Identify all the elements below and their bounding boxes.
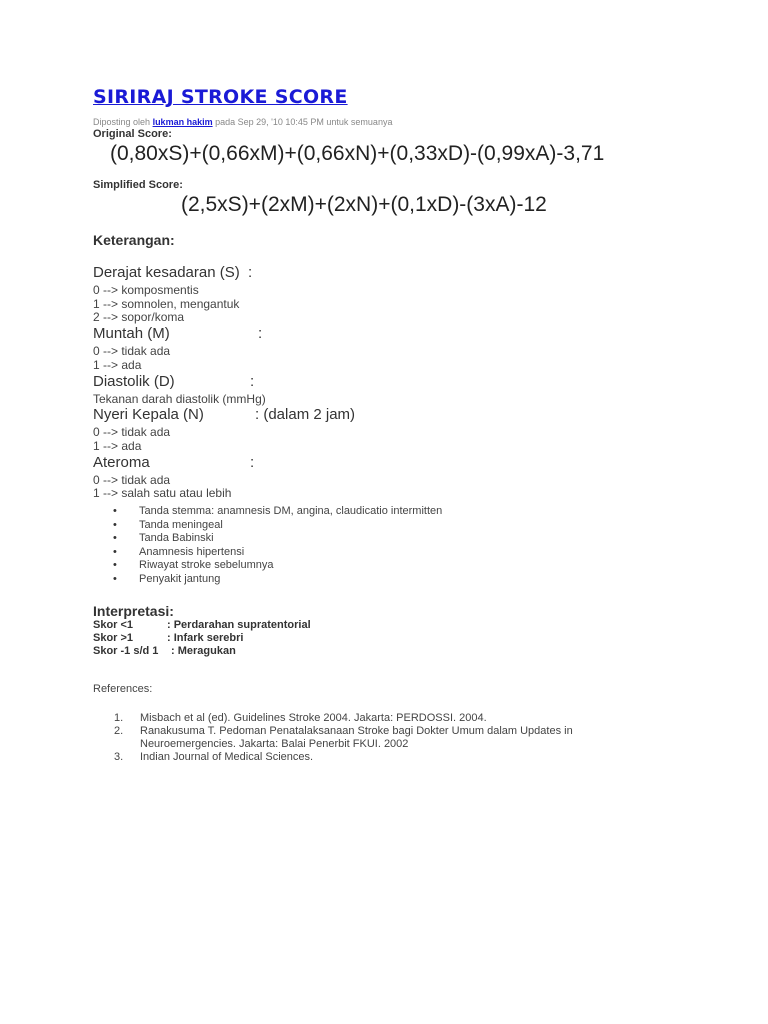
param-name: Diastolik (D) [93,372,175,390]
list-item: • Tanda meningeal [113,519,442,533]
list-item: • Tanda stemma: anamnesis DM, angina, claudicatio intermitten [113,505,442,519]
score-meaning: : Perdarahan supratentorial [167,619,311,631]
param-option: 1 --> ada [93,357,142,372]
param-muntah [93,325,593,372]
reference-item [114,725,640,751]
param-diastolik [93,373,593,407]
param-name: Ateroma [93,453,150,471]
param-option: 0 --> tidak ada [93,472,171,487]
param-option: 1 --> ada [93,438,142,453]
param-colon: : [250,372,255,390]
list-item: • Riwayat stroke sebelumnya [113,559,442,573]
score-meaning: : Meragukan [171,645,236,657]
original-score-formula: (0,80xS)+(0,66xM)+(0,66xN)+(0,33xD)-(0,99xA)-3,71 [110,142,605,165]
reference-item [114,712,640,725]
post-title[interactable]: SIRIRAJ STROKE SCORE [93,86,348,108]
score-range: Skor <1 [93,619,134,631]
param-name: Derajat kesadaran (S) [93,264,240,281]
author-link[interactable]: lukman hakim [152,117,213,127]
list-item: • Tanda Babinski [113,532,442,546]
param-option: 1 --> somnolen, mengantuk [93,296,240,311]
original-score-label: Original Score: [93,128,172,140]
keterangan-heading: Keterangan: [93,232,175,248]
simplified-score-label: Simplified Score: [93,179,183,191]
post-byline [93,117,392,127]
param-nyeri-kepala [93,406,593,453]
param-colon: : [258,325,263,343]
param-option: 2 --> sopor/koma [93,310,185,325]
score-meaning: : Infark serebri [167,632,244,644]
references-list [114,712,640,764]
interpretasi-heading: Interpretasi: [93,603,174,619]
list-item: • Penyakit jantung [113,573,442,587]
ateroma-signs-list [113,505,442,586]
param-option: 0 --> tidak ada [93,425,171,440]
references-label: References: [93,683,153,695]
param-colon: : [248,264,253,281]
param-name: Muntah (M) [93,325,170,343]
reference-text: Indian Journal of Medical Sciences. [140,751,314,763]
parameter-list [93,264,593,501]
byline-prefix: Diposting oleh [93,117,151,127]
param-name: Nyeri Kepala (N) [93,406,204,424]
param-colon: : (dalam 2 jam) [255,406,356,424]
reference-number: 1. [114,712,124,724]
param-option: 0 --> tidak ada [93,344,171,359]
byline-suffix: pada Sep 29, '10 10:45 PM untuk semuanya [215,117,393,127]
list-item: • Anamnesis hipertensi [113,546,442,560]
score-range: Skor -1 s/d 1 [93,645,159,657]
reference-text: Ranakusuma T. Pedoman Penatalaksanaan Stroke bagi Dokter Umum dalam Updates in Neuroemergencies. Jakarta: Balai Penerbit FKUI. 2002 [140,725,573,750]
param-option: Tekanan darah diastolik (mmHg) [93,391,266,406]
simplified-score-formula: (2,5xS)+(2xM)+(2xN)+(0,1xD)-(3xA)-12 [181,193,547,216]
param-kesadaran [93,264,593,325]
param-ateroma [93,454,593,501]
param-option: 1 --> salah satu atau lebih [93,486,232,501]
reference-text: Misbach et al (ed). Guidelines Stroke 2004. Jakarta: PERDOSSI. 2004. [140,712,487,724]
score-range: Skor >1 [93,632,134,644]
reference-number: 2. [114,725,124,737]
param-option: 0 --> komposmentis [93,283,199,297]
reference-number: 3. [114,751,124,763]
param-colon: : [250,453,255,471]
reference-item [114,751,640,764]
